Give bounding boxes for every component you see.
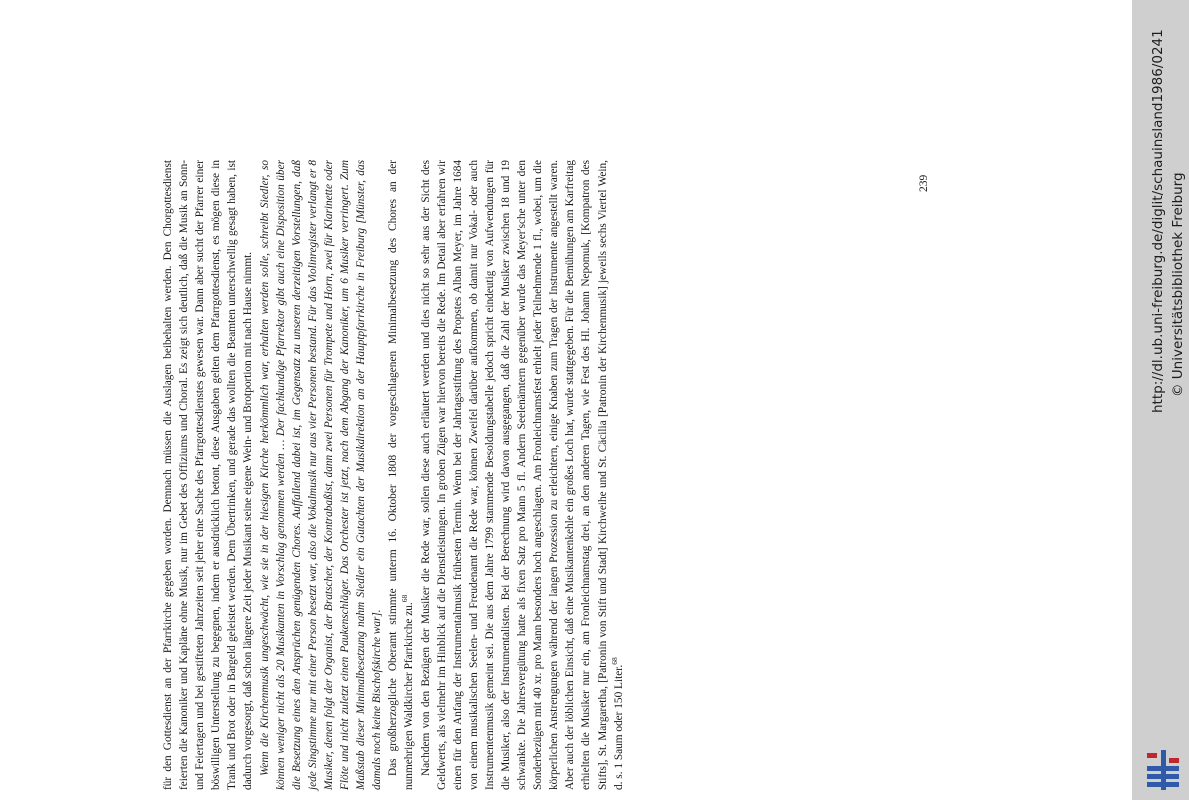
paragraph-2-text: Wenn die Kirchenmusik ungeschwächt, wie sie in der hiesigen Kirche herkömmlich war, erhalten werden solle, schreibt Siedler, so können weniger nicht als 20 Musikanten in Vorschlag genommen werden … Der fachkundige Pfarrektor gibt auch eine Disposition über die Besetzung eines den Ansprüchen genügenden Chores. Auffallend dabei ist, im Gegensatz zu unseren derzeitigen Vorstellungen, daß jede Singstimme nur mit einer Person besetzt war, also die Vokalmusik nur aus vier Personen bestand. Für das Violinregister verlangt er 8 Musiker, denen folgt der Organist, der Bratscher, der Kontrabaßist, dann zwei Personen für Trompete und Horn, zwei für Klarinette oder Flöte und nicht zuletzt einen Paukenschläger. Das Orchester ist jetzt, nach dem Abgang der Kanoniker, um 6 Musiker verringert. Zum Maßstab dieser Minimalbesetzung nahm Siedler ein Gutachten der Musikdirektion an der Hauptpfarrkirche in Freiburg [Münster, das damals noch keine Bischofskirche war]. — [258, 160, 384, 790]
source-url-link[interactable]: http://dl.ub.uni-freiburg.de/diglit/schauinsland1986/0241 — [1150, 29, 1166, 413]
footnote-mark: 68 — [609, 657, 619, 665]
copyright-notice: © Universitätsbibliothek Freiburg — [1170, 172, 1186, 397]
ub-freiburg-logo — [1141, 748, 1185, 792]
paragraph-4-text: Nachdem von den Bezügen der Musiker die Rede war, sollen diese auch erläutert werden und dies nicht so sehr aus der Sicht des Geldwerts, als vielmehr im Hinblick auf die Dienstleistungen. In groben Zügen war hiervon bereits die Rede. Im Detail aber erfahren wir einen für den Anfang der Instrumentalmusik frühesten Termin. Wenn bei der Jahrtagsstiftung des Propstes Alban Meyer, im Jahre 1684 von einem musikalischen Seelen- und Freudenamt die Rede war, können Zweifel darüber aufkommen, ob damit nur Vokal- oder auch Instrumentenmusik gemeint sei. Die aus dem Jahre 1799 stammende Besoldungstabelle jedoch spricht eindeutig von Aufwendungen für die Musiker, also der Instrumentalisten. Bei der Berechnung wird davon ausgegangen, daß die Zahl der Musiker zwischen 18 und 19 schwankte. Die Jahresvergütung hatte als fixen Satz pro Mann 5 fl. Andern Seelenämtern gegenüber wurde das Meyer'sche unter den Sonderbezügen mit 40 xr. pro Mann besonders hoch angeschlagen. Am Fronleichnamsfest erhielt jeder Teilnehmende 1 fl., wobei, um die körperlichen Anstrengungen während der langen Prozession zu erleichtern, einige Knaben zum Tragen der Instrumente angestellt waren. Aber auch der löblichen Einsicht, daß eine Musikantenkehle ein großes Loch hat, wurde stattgegeben. Für die Bemühungen am Karfreitag erhielten die Musiker nur ein, am Fronleichnamstag drei, an den anderen Tagen, wie Fest des Hl. Johann Nepomuk, [Kompatron des Stifts], St. Margaretha, [Patronin von Stift und Stadt] Kirchweihe und St. Cäcilia [Patronin der Kirchenmusik] jeweils sechs Viertel Wein, d. s. 1 Saum oder 150 Liter. — [419, 160, 625, 790]
paragraph-2 — [257, 160, 386, 790]
paragraph-3-text: Das großherzogliche Oberamt stimmte unterm 16. Oktober 1808 der vorgeschlagenen Minimalbesetzung des Chores an der nunmehrigen Waldkircher Pfarrkirche zu. — [387, 160, 416, 790]
page-number: 239 — [918, 174, 930, 192]
paragraph-1: für den Gottesdienst an der Pfarrkirche gegeben worden. Demnach müssen die Auslagen beibehalten werden. Den Chorgottesdienst feierten die Kanoniker und Kapläne ohne Musik, nur im Gebet des Offiziums und Choral. Es zeigt sich deutlich, daß die Musik an Sonn- und Feiertagen und bei gestifteten Jahrzeiten seit jeher eine Sache des Pfarrgottesdienstes gewesen war. Dann aber sucht der Pfarrer einer böswilligen Unterstellung zu begegnen, indem er ausdrücklich betont, diese Ausgaben gelten dem Pfarrgottesdienst, es mögen diese in Trank und Brot oder in Bargeld geleistet werden. Dem Übertrinken, und gerade das wollten die Beamten unterschwellig gesagt haben, ist dadurch vorgesorgt, daß schon längere Zeit jeder Musikant seine eigene Wein- und Brotportion mit nach Hause nimmt. — [162, 160, 255, 790]
paragraph-4 — [418, 160, 627, 790]
book-page — [160, 160, 930, 790]
paragraph-3 — [385, 160, 417, 790]
footnote-mark: 68 — [400, 594, 410, 603]
